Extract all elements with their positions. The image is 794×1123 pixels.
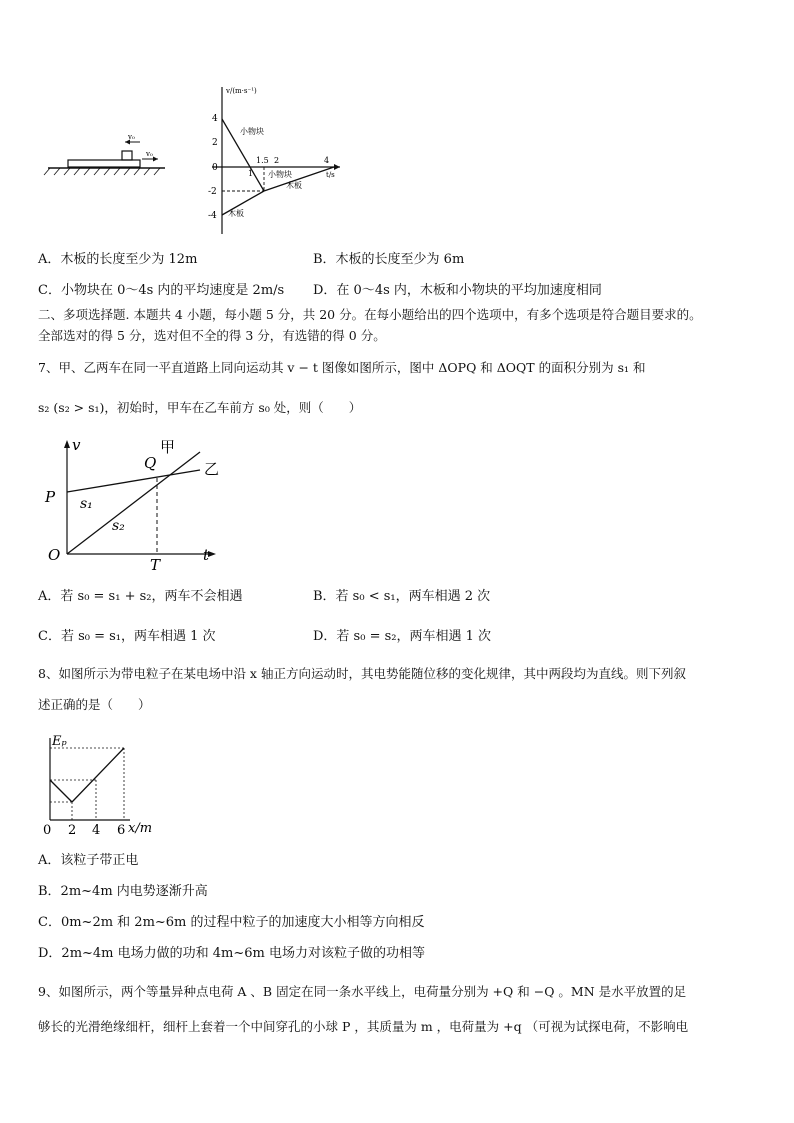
q8-tick-4: 4 xyxy=(92,823,101,838)
tick-neg4: -4 xyxy=(208,211,217,221)
v-axis-label: v/(m·s⁻¹) xyxy=(226,87,257,95)
q8-stem-2: 述正确的是（ ） xyxy=(38,697,151,712)
q7-o-label: O xyxy=(48,546,61,564)
q7-p-label: P xyxy=(45,488,56,506)
tick-4: 4 xyxy=(212,114,218,124)
q8-x-axis-label: x/m xyxy=(128,821,153,836)
block-label-2: 小物块 xyxy=(268,170,292,179)
q6-option-c: C．小物块在 0～4s 内的平均速度是 2m/s xyxy=(38,283,285,298)
board-label: 木板 xyxy=(286,181,302,190)
q6-option-a: A．木板的长度至少为 12m xyxy=(38,252,198,267)
vt-graph-q7 xyxy=(40,432,230,572)
v0-label-block: v₀ xyxy=(128,133,135,141)
q7-option-b: B．若 s₀ < s₁，两车相遇 2 次 xyxy=(313,589,491,604)
tick-t1.5: 1.5 xyxy=(256,156,269,165)
tick-neg2: -2 xyxy=(208,187,217,197)
tick-0: 0 xyxy=(212,163,218,173)
q8-tick-0: 0 xyxy=(43,823,52,838)
q8-option-c: C．0m~2m 和 2m~6m 的过程中粒子的加速度大小相等方向相反 xyxy=(38,915,425,930)
tick-t1: 1 xyxy=(248,169,254,178)
board-block-figure xyxy=(40,120,180,185)
q7-stem-2: s₂ (s₂ > s₁)，初始时，甲车在乙车前方 s₀ 处，则（ ） xyxy=(38,400,362,415)
board-label-2: 木板 xyxy=(228,209,244,218)
q9-stem-2: 够长的光滑绝缘细杆，细杆上套着一个中间穿孔的小球 P ，其质量为 m ，电荷量为 +q （可视为试探电荷，不影响电 xyxy=(38,1019,689,1034)
q8-option-d: D．2m~4m 电场力做的功和 4m~6m 电场力对该粒子做的功相等 xyxy=(38,946,425,961)
tick-t2: 2 xyxy=(274,156,280,165)
q8-option-a: A．该粒子带正电 xyxy=(38,853,139,868)
q9-stem-1: 9、如图所示，两个等量异种点电荷 A 、B 固定在同一条水平线上，电荷量分别为 +Q 和 −Q 。MN 是水平放置的足 xyxy=(38,984,687,999)
q7-jia-label: 甲 xyxy=(160,438,176,456)
block-label: 小物块 xyxy=(240,127,264,136)
t-axis-label: t/s xyxy=(326,171,335,179)
q8-stem-1: 8、如图所示为带电粒子在某电场中沿 x 轴正方向运动时，其电势能随位移的变化规律，其中两段均为直线。则下列叙 xyxy=(38,666,686,681)
q8-tick-2: 2 xyxy=(68,823,77,838)
q7-s1-label: s₁ xyxy=(80,496,93,512)
vt-graph-1 xyxy=(200,82,350,242)
q7-option-a: A．若 s₀ = s₁ + s₂，两车不会相遇 xyxy=(38,589,243,604)
q7-v-label: v xyxy=(72,436,81,454)
q7-q-label: Q xyxy=(144,454,157,472)
v0-label-board: v₀ xyxy=(146,150,153,158)
q8-option-b: B．2m~4m 内电势逐渐升高 xyxy=(38,884,208,899)
q7-yi-label: 乙 xyxy=(204,460,220,478)
q6-option-b: B．木板的长度至少为 6m xyxy=(313,252,465,267)
q7-t-point-label: T xyxy=(150,556,161,572)
section2-intro-2: 全部选对的得 5 分，选对但不全的得 3 分，有选错的得 0 分。 xyxy=(38,328,386,343)
q7-option-d: D．若 s₀ = s₂，两车相遇 1 次 xyxy=(313,629,492,644)
tick-t4: 4 xyxy=(324,156,330,165)
q7-stem-1: 7、甲、乙两车在同一平直道路上同向运动其 v − t 图像如图所示，图中 ΔOPQ 和 ΔOQT 的面积分别为 s₁ 和 xyxy=(38,360,646,375)
q8-tick-6: 6 xyxy=(117,823,126,838)
q8-ep-label: Eₚ xyxy=(52,734,67,749)
tick-2: 2 xyxy=(212,138,218,148)
q7-t-label: t xyxy=(203,546,210,564)
q7-option-c: C．若 s₀ = s₁，两车相遇 1 次 xyxy=(38,629,216,644)
q7-s2-label: s₂ xyxy=(112,518,125,534)
section2-intro-1: 二、多项选择题. 本题共 4 小题，每小题 5 分，共 20 分。在每小题给出的四个选项中，有多个选项是符合题目要求的。 xyxy=(38,307,702,322)
ep-x-graph-q8 xyxy=(38,728,168,838)
q6-option-d: D．在 0～4s 内，木板和小物块的平均加速度相同 xyxy=(313,283,602,298)
